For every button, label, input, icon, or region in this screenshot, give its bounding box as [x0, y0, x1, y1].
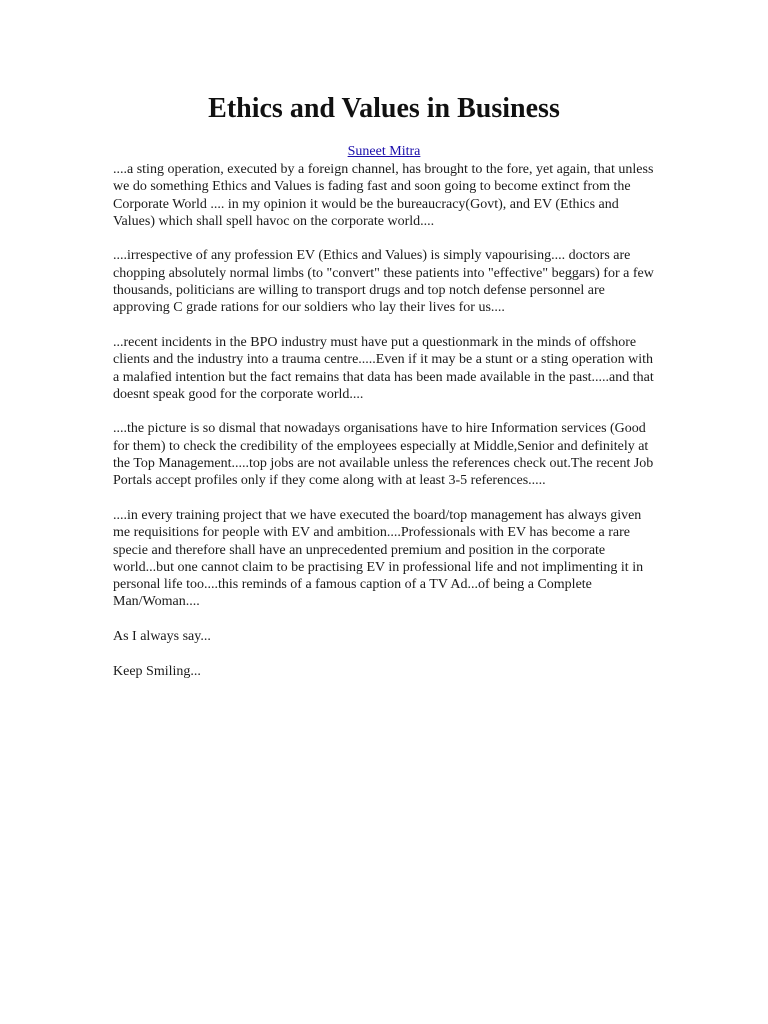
sign-off: Keep Smiling... [113, 663, 201, 679]
article-body [113, 161, 658, 697]
paragraph: ....the picture is so dismal that nowadays organisations have to hire Information services (Good for them) to check the credibility of the employees especially at Middle,Senior and definitely at the Top Management.....top jobs are not available unless the references check out.The recent Job Portals accept profiles only if they come along with at least 3-5 references..... [113, 421, 654, 489]
author-link[interactable]: Suneet Mitra [347, 144, 421, 159]
closing-line: As I always say... [113, 629, 211, 645]
paragraph: ....irrespective of any profession EV (Ethics and Values) is simply vapourising.... doctors are chopping absolutely normal limbs (to "convert" these patients into "effective" beggars) for a few thousands, politicians are willing to transport drugs and top notch defense personnel are approving C grade rations for our soldiers who lay their lives for us.... [113, 248, 654, 316]
paragraph: ....in every training project that we have executed the board/top management has always given me requisitions for people with EV and ambition....Professionals with EV has become a rare specie and therefore shall have an unprecedented premium and position in the corporate world...but one cannot claim to be practising EV in professional life and not implimenting it in personal life too....this reminds of a famous caption of a TV Ad...of being a Complete Man/Woman.... [113, 507, 644, 610]
paragraph: ....a sting operation, executed by a foreign channel, has brought to the fore, yet again, that unless we do something Ethics and Values is fading fast and soon going to become extinct from the Corporate World .... in my opinion it would be the bureaucracy(Govt), and EV (Ethics and Values) which shall spell havoc on the corporate world.... [113, 162, 654, 229]
author-line [0, 143, 768, 161]
document-title: Ethics and Values in Business [208, 93, 560, 124]
paragraph: ...recent incidents in the BPO industry must have put a questionmark in the minds of offshore clients and the industry into a trauma centre.....Even if it may be a stunt or a sting operation with a malafied intention but the fact remains that data has been made available in the past.....and that doesnt speak good for the corporate world.... [113, 334, 654, 402]
